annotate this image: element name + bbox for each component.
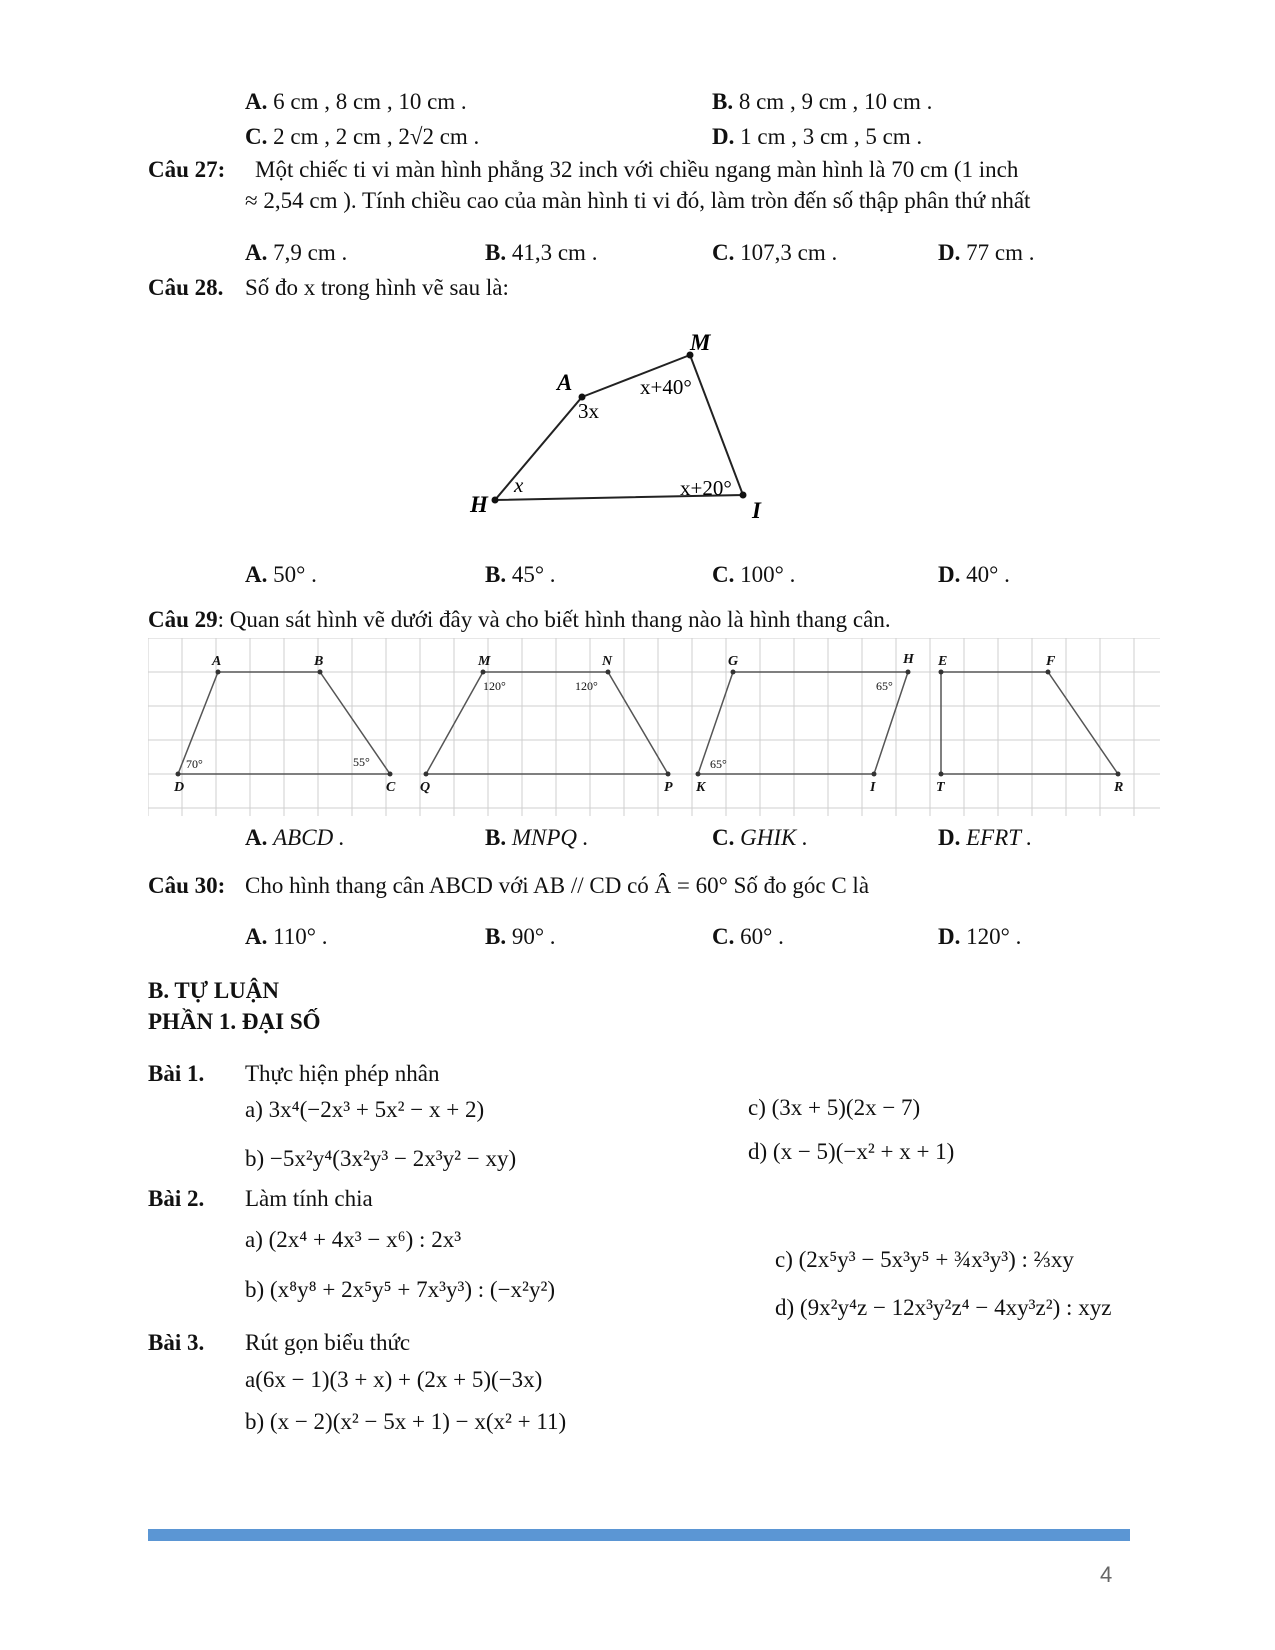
- bai3-a: a(6x − 1)(3 + x) + (2x + 5)(−3x): [245, 1367, 543, 1392]
- label-b: B: [314, 654, 324, 669]
- bai1-label: Bài 1.: [148, 1061, 205, 1086]
- label-d: D: [174, 780, 185, 795]
- label-a: A: [212, 654, 222, 669]
- bai3-label: Bài 3.: [148, 1330, 205, 1355]
- angle-m-label: x+40°: [640, 375, 692, 399]
- q28-text: Số đo x trong hình vẽ sau là:: [245, 275, 509, 300]
- q28-option-b: B. 45° .: [485, 562, 556, 587]
- angle-70-label: 70°: [186, 757, 203, 771]
- vertex-a-label: A: [557, 370, 573, 395]
- bai2-label: Bài 2.: [148, 1186, 205, 1211]
- angle-65-bottom-label: 65°: [710, 757, 727, 771]
- q26-option-b: B. 8 cm , 9 cm , 10 cm .: [712, 89, 933, 114]
- q27-option-d: D. 77 cm .: [938, 240, 1035, 265]
- label-p: P: [664, 780, 673, 795]
- bai1-b: b) −5x²y⁴(3x²y³ − 2x³y² − xy): [245, 1146, 517, 1171]
- q26-option-c: C. 2 cm , 2 cm , 2√2 cm .: [245, 124, 480, 149]
- q27-text-line2: ≈ 2,54 cm ). Tính chiều cao của màn hình ti vi đó, làm tròn đến số thập phân thứ nhất: [245, 188, 1031, 213]
- bai1-a: a) 3x⁴(−2x³ + 5x² − x + 2): [245, 1097, 485, 1122]
- vertex-m-label: M: [690, 330, 711, 355]
- angle-a-label: 3x: [578, 399, 599, 423]
- label-f: F: [1046, 654, 1056, 669]
- q28-option-d: D. 40° .: [938, 562, 1010, 587]
- bai1-title: Thực hiện phép nhân: [245, 1061, 440, 1086]
- footer-bar: [148, 1529, 1130, 1541]
- page-number: 4: [1100, 1562, 1113, 1587]
- q30-option-c: C. 60° .: [712, 924, 784, 949]
- angle-65-top-label: 65°: [876, 679, 893, 693]
- q28-label: Câu 28.: [148, 275, 224, 300]
- angle-h-label: x: [514, 473, 524, 497]
- q26-option-a: A. 6 cm , 8 cm , 10 cm .: [245, 89, 467, 114]
- q29-option-a: A. ABCD .: [245, 825, 345, 850]
- angle-55-label: 55°: [353, 755, 370, 769]
- bai2-d: d) (9x²y⁴z − 12x³y²z⁴ − 4xy³z²) : xyz: [775, 1295, 1112, 1320]
- q28-quadrilateral-figure: [0, 0, 1275, 560]
- label-i: I: [870, 780, 876, 795]
- label-n: N: [602, 654, 613, 669]
- angle-i-label: x+20°: [680, 476, 732, 500]
- label-q: Q: [420, 780, 431, 795]
- label-c: C: [386, 780, 396, 795]
- bai2-a: a) (2x⁴ + 4x³ − x⁶) : 2x³: [245, 1227, 462, 1252]
- bai3-title: Rút gọn biểu thức: [245, 1330, 411, 1355]
- angle-120-right-label: 120°: [575, 679, 598, 693]
- q30-option-d: D. 120° .: [938, 924, 1022, 949]
- q27-text-line1: Một chiếc ti vi màn hình phẳng 32 inch với chiều ngang màn hình là 70 cm (1 inch: [255, 157, 1019, 182]
- bai1-c: c) (3x + 5)(2x − 7): [748, 1095, 921, 1120]
- q27-option-c: C. 107,3 cm .: [712, 240, 838, 265]
- q30-option-a: A. 110° .: [245, 924, 328, 949]
- q27-option-b: B. 41,3 cm .: [485, 240, 598, 265]
- part-title: PHẦN 1. ĐẠI SỐ: [148, 1009, 321, 1034]
- q30-text: Cho hình thang cân ABCD với AB // CD có Â = 60° Số đo góc C là: [245, 873, 870, 898]
- q27-option-a: A. 7,9 cm .: [245, 240, 348, 265]
- bai2-b: b) (x⁸y⁸ + 2x⁵y⁵ + 7x³y³) : (−x²y²): [245, 1277, 556, 1302]
- section-title: B. TỰ LUẬN: [148, 978, 279, 1003]
- q29-trapezoid-grid-figure: [148, 638, 1160, 816]
- q29-option-c: C. GHIK .: [712, 825, 808, 850]
- vertex-i-label: I: [752, 498, 761, 523]
- q28-option-c: C. 100° .: [712, 562, 796, 587]
- q30-option-b: B. 90° .: [485, 924, 556, 949]
- bai1-d: d) (x − 5)(−x² + x + 1): [748, 1139, 955, 1164]
- bai2-c: c) (2x⁵y³ − 5x³y⁵ + ¾x³y³) : ⅔xy: [775, 1247, 1074, 1272]
- label-m: M: [478, 654, 491, 669]
- q27-label: Câu 27:: [148, 157, 226, 182]
- q28-option-a: A. 50° .: [245, 562, 317, 587]
- label-h: H: [903, 652, 914, 667]
- label-k: K: [696, 780, 706, 795]
- vertex-h-label: H: [470, 492, 488, 517]
- label-r: R: [1114, 780, 1124, 795]
- label-e: E: [938, 654, 948, 669]
- q29-option-d: D. EFRT .: [938, 825, 1033, 850]
- bai3-b: b) (x − 2)(x² − 5x + 1) − x(x² + 11): [245, 1409, 567, 1434]
- label-t: T: [936, 780, 945, 795]
- bai2-title: Làm tính chia: [245, 1186, 373, 1211]
- angle-120-left-label: 120°: [483, 679, 506, 693]
- q30-label: Câu 30:: [148, 873, 226, 898]
- q29-option-b: B. MNPQ .: [485, 825, 589, 850]
- q29-text: Câu 29: Quan sát hình vẽ dưới đây và cho biết hình thang nào là hình thang cân.: [148, 607, 891, 632]
- q26-option-d: D. 1 cm , 3 cm , 5 cm .: [712, 124, 923, 149]
- label-g: G: [728, 654, 739, 669]
